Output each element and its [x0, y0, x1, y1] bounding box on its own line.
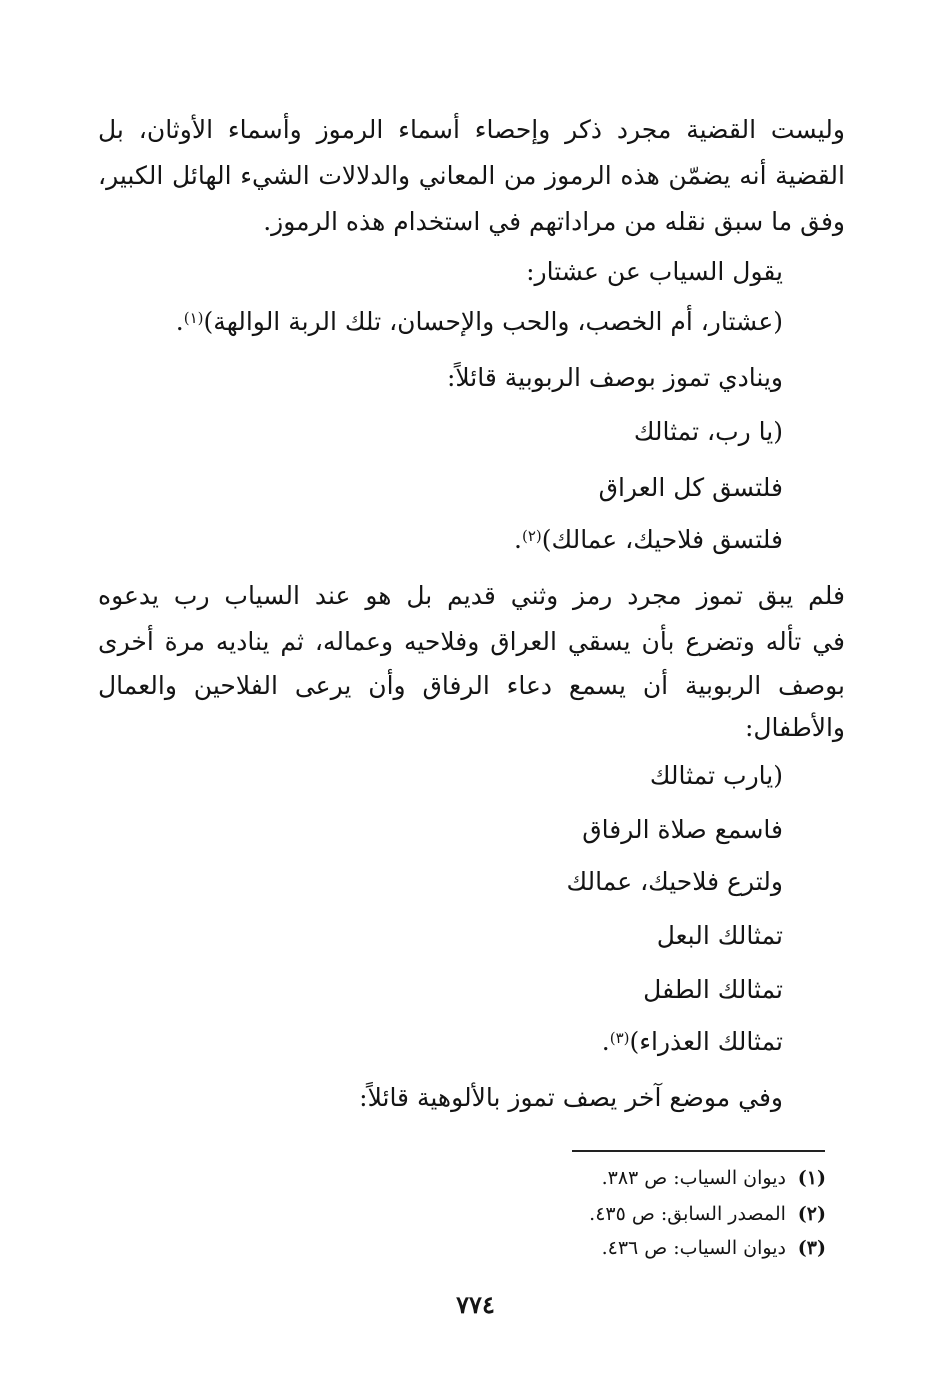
poem1-line3-end: . [514, 525, 522, 554]
poem1-line3-text: فلتسق فلاحيك، عمالك) [541, 525, 783, 554]
poem2-line1: (يارب تمثالك [649, 761, 783, 790]
poem2-line6 [602, 1024, 783, 1060]
footnote-3 [602, 1234, 826, 1262]
footnote-divider [572, 1150, 825, 1152]
paragraph1-line3: وفق ما سبق نقله من مراداتهم في استخدام هذه الرموز. [263, 207, 845, 236]
page-number: ٧٧٤ [456, 1290, 495, 1319]
paragraph1-line2: القضية أنه يضمّن هذه الرموز من المعاني والدلالات الشيء الهائل الكبير، [98, 161, 845, 190]
footnote-2-number: (٢) [797, 1203, 826, 1225]
poem2-line4: تمثالك البعل [656, 921, 783, 950]
footnote-3-text: ديوان السياب: ص ٤٣٦. [601, 1237, 786, 1259]
quote-ashtar [176, 304, 783, 340]
poem2-line3: ولترع فلاحيك، عمالك [566, 867, 783, 896]
quote-ashtar-text: (عشتار، أم الخصب، والحب والإحسان، تلك الربة الوالهة) [203, 307, 783, 336]
quote-ashtar-end: . [175, 307, 184, 336]
paragraph2-line4: والأطفال: [744, 713, 845, 742]
poem1-line2: فلتسق كل العراق [598, 473, 783, 502]
poem1-line1: (يا رب، تمثالك [633, 417, 783, 446]
paragraph2-line2: في تأله وتضرع بأن يسقي العراق وفلاحيه وعماله، ثم يناديه مرة أخرى [98, 627, 845, 656]
footnote-ref-1: (١) [183, 309, 204, 327]
intro-tammuz: وينادي تموز بوصف الربوبية قائلاً: [446, 363, 783, 392]
poem2-line5: تمثالك الطفل [643, 975, 783, 1004]
footnote-1-number: (١) [797, 1167, 826, 1189]
paragraph1-line1: وليست القضية مجرد ذكر وإحصاء أسماء الرموز وأسماء الأوثان، بل [98, 115, 845, 144]
paragraph2-line3: بوصف الربوبية أن يسمع دعاء الرفاق وأن يرعى الفلاحين والعمال [98, 671, 845, 700]
poem2-line6-end: . [601, 1027, 610, 1056]
footnote-2-text: المصدر السابق: ص ٤٣٥. [589, 1203, 786, 1225]
footnote-ref-2: (٢) [521, 527, 542, 545]
paragraph2-line1: فلم يبق تموز مجرد رمز وثني قديم بل هو عند السياب رب يدعوه [98, 581, 845, 610]
footnote-ref-3: (٣) [609, 1029, 630, 1047]
footnote-3-number: (٣) [797, 1237, 826, 1259]
poem1-line3 [514, 522, 783, 558]
poem2-line2: فاسمع صلاة الرفاق [582, 815, 783, 844]
footnote-2 [589, 1200, 826, 1228]
intro-ashtar: يقول السياب عن عشتار: [526, 257, 783, 286]
intro-divinity: وفي موضع آخر يصف تموز بالألوهية قائلاً: [359, 1083, 783, 1112]
poem2-line6-text: تمثالك العذراء) [629, 1027, 783, 1056]
footnote-1-text: ديوان السياب: ص ٣٨٣. [601, 1167, 786, 1189]
footnote-1 [602, 1164, 826, 1192]
